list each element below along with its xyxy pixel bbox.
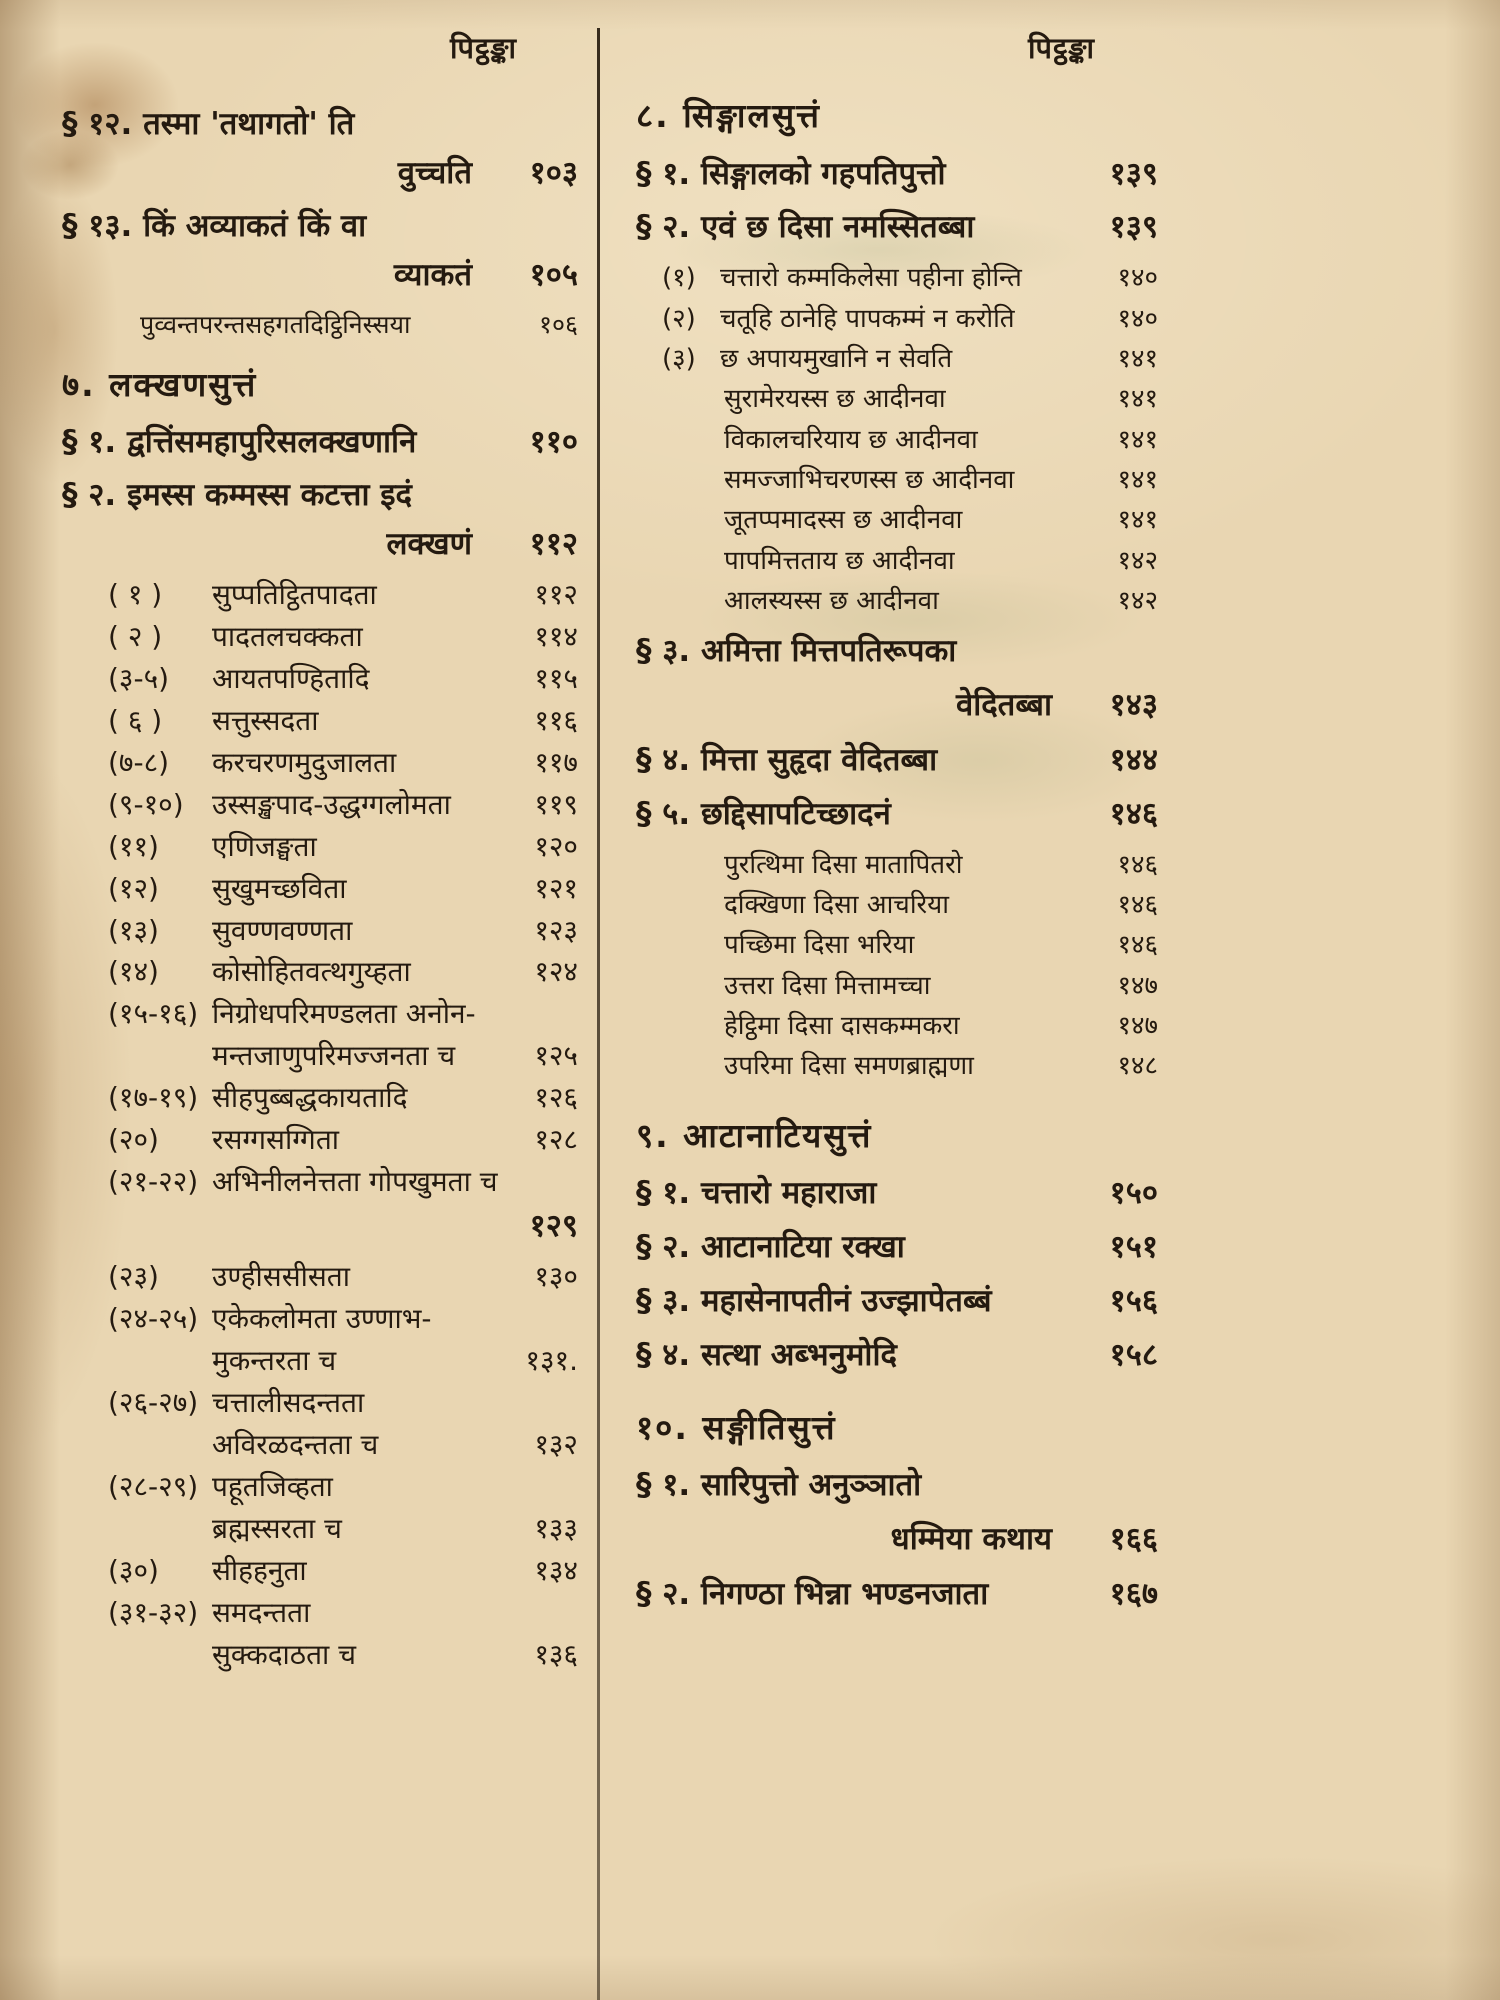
page-number: १६६ xyxy=(1109,1521,1158,1558)
sub-item xyxy=(636,969,1158,1003)
section-heading xyxy=(636,94,1158,138)
page-number: १३० xyxy=(534,1260,578,1294)
page-number: १३९ xyxy=(1109,155,1158,192)
entry-text: धम्मिया कथाय xyxy=(890,1521,1052,1558)
entry-text: उण्हीससीसता xyxy=(212,1260,351,1294)
entry-text: § १. चत्तारो महाराजा xyxy=(636,1175,877,1212)
section-entry xyxy=(636,1574,1158,1615)
continuation-line xyxy=(62,1206,578,1247)
list-item xyxy=(62,1469,578,1506)
item-number: (१) xyxy=(662,263,696,294)
item-number: (११) xyxy=(108,829,159,863)
entry-text: छ अपायमुखानि न सेवति xyxy=(720,343,953,374)
item-number: (१४) xyxy=(108,955,159,989)
list-item xyxy=(62,1385,578,1422)
page-number: १४७ xyxy=(1117,1011,1158,1042)
page-number: १२८ xyxy=(534,1123,578,1157)
page-number: १४६ xyxy=(1117,890,1158,921)
entry-text: सुवण्णवण्णता xyxy=(212,913,353,947)
entry-text: § ४. मित्ता सुहृदा वेदितब्बा xyxy=(636,741,938,778)
entry-text: § १२. तस्मा 'तथागतो' ति xyxy=(62,106,355,142)
item-number: (२८-२९) xyxy=(108,1469,199,1503)
page-number: १५१ xyxy=(1109,1229,1158,1266)
list-item xyxy=(62,787,578,824)
section-entry xyxy=(636,1465,1158,1506)
item-number: (२४-२५) xyxy=(108,1302,199,1336)
page-number: १३६ xyxy=(534,1637,578,1671)
entry-text: सुरामेरयस्स छ आदीनवा xyxy=(724,384,946,415)
page-number: १३१. xyxy=(525,1344,578,1377)
page-number: १२६ xyxy=(534,1081,578,1115)
page-number: १२९ xyxy=(529,1208,578,1245)
item-continuation xyxy=(62,1511,578,1548)
section-entry xyxy=(636,631,1158,672)
entry-text: § १. सारिपुत्तो अनुञ्ञातो xyxy=(636,1467,922,1504)
entry-text: व्याकतं xyxy=(393,256,472,293)
entry-text: सुक्कदाठता च xyxy=(212,1637,356,1671)
page-number: १३२ xyxy=(534,1427,578,1461)
entry-text: हेट्ठिमा दिसा दासकम्मकरा xyxy=(724,1011,960,1042)
entry-text: सत्तुस्सदता xyxy=(212,703,319,737)
entry-text: सुखुमच्छविता xyxy=(212,871,347,905)
page-number: ११० xyxy=(529,424,578,461)
section-entry xyxy=(62,422,578,463)
list-item xyxy=(62,1301,578,1338)
list-item xyxy=(62,913,578,950)
sub-item xyxy=(636,544,1158,578)
entry-text: अविरळदन्तता च xyxy=(212,1427,379,1461)
list-item xyxy=(62,1164,578,1201)
section-entry xyxy=(62,206,578,247)
list-item xyxy=(636,342,1158,376)
entry-text: अभिनीलनेत्तता गोपखुमता च xyxy=(212,1165,498,1199)
item-number: ( ६ ) xyxy=(108,703,163,737)
item-number: (१२) xyxy=(108,871,159,905)
entry-text: लक्खणं xyxy=(386,525,472,562)
sub-item xyxy=(636,463,1158,497)
page-number: १०६ xyxy=(538,309,578,339)
page-number: १४१ xyxy=(1117,505,1158,536)
entry-text: आलस्यस्स छ आदीनवा xyxy=(724,585,939,616)
list-item xyxy=(62,703,578,740)
list-item xyxy=(62,619,578,656)
entry-text: उपरिमा दिसा समणब्राह्मणा xyxy=(724,1051,974,1082)
sub-item xyxy=(636,382,1158,416)
list-item xyxy=(62,1080,578,1117)
entry-text: ब्रह्मस्सरता च xyxy=(212,1511,342,1545)
sub-item xyxy=(636,888,1158,922)
page-number: १३३ xyxy=(534,1511,578,1545)
section-entry xyxy=(636,207,1158,248)
list-item xyxy=(62,954,578,991)
page-number: १४६ xyxy=(1117,930,1158,961)
page-number: १४० xyxy=(1117,303,1158,334)
item-number: (२) xyxy=(662,303,696,334)
section-entry xyxy=(62,475,578,516)
continuation-line xyxy=(62,153,578,194)
entry-text: § २. इमस्स कम्मस्स कटत्ता इदं xyxy=(62,477,412,514)
section-entry xyxy=(636,1227,1158,1268)
entry-text: वुच्चति xyxy=(397,154,472,191)
page-number: १२५ xyxy=(534,1039,578,1073)
item-continuation xyxy=(62,1343,578,1380)
page-number: ११६ xyxy=(534,703,578,737)
entry-text: § ३. अमित्ता मित्तपतिरूपका xyxy=(636,633,957,670)
page-number: ११५ xyxy=(534,661,578,695)
item-number: (३०) xyxy=(108,1553,159,1587)
entry-text: समदन्तता xyxy=(212,1595,311,1629)
entry-text: सीहपुब्बद्धकायतादि xyxy=(212,1081,408,1115)
entry-text: ७. लक्खणसुत्तं xyxy=(62,364,258,404)
list-item xyxy=(62,1122,578,1159)
sub-item xyxy=(636,423,1158,457)
note-line xyxy=(62,308,578,341)
continuation-line xyxy=(636,1519,1158,1560)
list-item xyxy=(62,1595,578,1632)
page-number: १५६ xyxy=(1109,1283,1158,1320)
section-heading xyxy=(62,363,578,407)
page-number: १६७ xyxy=(1109,1576,1158,1613)
sub-item xyxy=(636,1009,1158,1043)
item-number: (३-५) xyxy=(108,661,170,695)
page-number: १२४ xyxy=(534,955,578,989)
entry-text: चतूहि ठानेहि पापकम्मं न करोति xyxy=(720,303,1015,334)
running-header-right: पिट्ठङ्का xyxy=(1028,31,1096,65)
entry-text: दक्खिणा दिसा आचरिया xyxy=(724,890,949,921)
section-entry xyxy=(636,740,1158,781)
page-number: १४१ xyxy=(1117,464,1158,495)
entry-text: १०. सङ्गीतिसुत्तं xyxy=(636,1407,837,1447)
continuation-line xyxy=(636,685,1158,726)
page-number: १३९ xyxy=(1109,209,1158,246)
page-number: ११७ xyxy=(534,745,578,779)
sub-item xyxy=(636,1049,1158,1083)
entry-text: § २. एवं छ दिसा नमस्सितब्बा xyxy=(636,209,975,246)
list-item xyxy=(62,661,578,698)
entry-text: पहूतजिव्हता xyxy=(212,1469,333,1503)
page-number: १३४ xyxy=(534,1553,578,1587)
running-header-left: पिट्ठङ्का xyxy=(450,31,518,65)
entry-text: पुरत्थिमा दिसा मातापितरो xyxy=(724,849,963,880)
entry-text: आयतपण्हितादि xyxy=(212,661,370,695)
sub-item xyxy=(636,584,1158,618)
entry-text: रसग्गसग्गिता xyxy=(212,1123,340,1157)
entry-text: चत्तालीसदन्तता xyxy=(212,1385,365,1419)
entry-text: पुव्वन्तपरन्तसहगतदिट्ठिनिस्सया xyxy=(140,309,411,339)
section-entry xyxy=(636,1173,1158,1214)
entry-text: ८. सिङ्गालसुत्तं xyxy=(636,96,821,135)
entry-text: पादतलचक्कता xyxy=(212,619,363,653)
list-item xyxy=(62,745,578,782)
page-number: १४२ xyxy=(1117,585,1158,616)
entry-text: § १. सिङ्गालको गहपतिपुत्तो xyxy=(636,155,946,192)
list-item xyxy=(636,302,1158,336)
section-entry xyxy=(636,1281,1158,1322)
entry-text: जूतप्पमादस्स छ आदीनवा xyxy=(724,505,963,536)
entry-text: मन्तजाणुपरिमज्जनता च xyxy=(212,1039,456,1073)
list-item xyxy=(62,1553,578,1590)
item-number: ( १ ) xyxy=(108,577,163,611)
page-number: १४८ xyxy=(1117,1051,1158,1082)
list-item xyxy=(62,871,578,908)
list-item xyxy=(62,1259,578,1296)
item-number: (३१-३२) xyxy=(108,1595,199,1629)
item-number: (२६-२७) xyxy=(108,1385,199,1419)
entry-text: समज्जाभिचरणस्स छ आदीनवा xyxy=(724,464,1015,495)
item-number: (७-८) xyxy=(108,745,170,779)
toc-column-left xyxy=(62,92,578,1679)
section-entry xyxy=(62,104,578,145)
page-number: १४६ xyxy=(1109,795,1158,832)
page-number: १४४ xyxy=(1109,741,1158,778)
entry-text: § २. आटानाटिया रक्खा xyxy=(636,1229,905,1266)
entry-text: चत्तारो कम्मकिलेसा पहीना होन्ति xyxy=(720,263,1022,294)
page-number: १४१ xyxy=(1117,384,1158,415)
page-number: १५८ xyxy=(1109,1336,1158,1373)
item-number: (१५-१६) xyxy=(108,997,199,1031)
item-number: (२३) xyxy=(108,1260,159,1294)
entry-text: उत्तरा दिसा मित्तामच्चा xyxy=(724,970,931,1001)
page-number: १०५ xyxy=(529,256,578,293)
page-number: १५० xyxy=(1109,1175,1158,1212)
entry-text: उस्सङ्खपाद-उद्धग्गलोमता xyxy=(212,787,451,821)
sub-item xyxy=(636,848,1158,882)
entry-text: मुकन्तरता च xyxy=(212,1344,337,1377)
page-number: १२० xyxy=(534,829,578,863)
item-continuation xyxy=(62,1637,578,1674)
entry-text: § ३. महासेनापतीनं उज्झापेतब्बं xyxy=(636,1283,992,1320)
continuation-line xyxy=(62,255,578,296)
page-number: ११२ xyxy=(534,577,578,611)
entry-text: वेदितब्बा xyxy=(955,687,1052,724)
item-number: (१७-१९) xyxy=(108,1081,199,1115)
entry-text: कोसोहितवत्थगुय्हता xyxy=(212,955,411,989)
entry-text: § ४. सत्था अब्भनुमोदि xyxy=(636,1336,897,1373)
entry-text: ९. आटानाटियसुत्तं xyxy=(636,1115,873,1155)
entry-text: निग्रोधपरिमण्डलता अनोन- xyxy=(212,997,476,1031)
column-divider-rule xyxy=(597,28,600,2000)
entry-text: एकेकलोमता उण्णाभ- xyxy=(212,1302,432,1336)
entry-text: § ५. छद्दिसापटिच्छादनं xyxy=(636,795,891,832)
item-number: (९-१०) xyxy=(108,787,184,821)
page-number: ११९ xyxy=(534,787,578,821)
entry-text: एणिजङ्घता xyxy=(212,829,317,863)
page-number: ११२ xyxy=(529,525,578,562)
item-number: (१३) xyxy=(108,913,159,947)
entry-text: पच्छिमा दिसा भरिया xyxy=(724,930,915,961)
page-number: ११४ xyxy=(534,619,578,653)
page-number: १४६ xyxy=(1117,849,1158,880)
page-number: १४७ xyxy=(1117,970,1158,1001)
list-item xyxy=(636,261,1158,295)
item-number: (२०) xyxy=(108,1123,159,1157)
section-entry xyxy=(636,794,1158,835)
entry-text: § २. निगण्ठा भिन्ना भण्डनजाता xyxy=(636,1576,989,1613)
page-number: १४१ xyxy=(1117,343,1158,374)
entry-text: सीहहनुता xyxy=(212,1553,307,1587)
entry-text: सुप्पतिट्ठितपादता xyxy=(212,577,377,611)
item-continuation xyxy=(62,1427,578,1464)
page-number: १४० xyxy=(1117,263,1158,294)
continuation-line xyxy=(62,524,578,565)
page-number: १२१ xyxy=(534,871,578,905)
item-number: (३) xyxy=(662,343,696,374)
page-number: १२३ xyxy=(534,913,578,947)
section-entry xyxy=(636,1335,1158,1376)
toc-column-right xyxy=(636,64,1158,1628)
section-entry xyxy=(636,154,1158,195)
section-heading xyxy=(636,1114,1158,1158)
page-number: १०३ xyxy=(529,154,578,191)
entry-text: करचरणमुदुजालता xyxy=(212,745,397,779)
entry-text: § १३. किं अव्याकतं किं वा xyxy=(62,207,367,244)
entry-text: § १. द्वत्तिंसमहापुरिसलक्खणानि xyxy=(62,424,417,461)
item-number: ( २ ) xyxy=(108,619,163,653)
list-item xyxy=(62,577,578,614)
sub-item xyxy=(636,503,1158,537)
entry-text: विकालचरियाय छ आदीनवा xyxy=(724,424,978,455)
section-heading xyxy=(636,1406,1158,1450)
page-number: १४३ xyxy=(1109,687,1158,724)
page-number: १४२ xyxy=(1117,545,1158,576)
sub-item xyxy=(636,928,1158,962)
list-item xyxy=(62,996,578,1033)
item-number: (२१-२२) xyxy=(108,1165,199,1199)
list-item xyxy=(62,829,578,866)
entry-text: पापमित्तताय छ आदीनवा xyxy=(724,545,955,576)
page-number: १४१ xyxy=(1117,424,1158,455)
item-continuation xyxy=(62,1038,578,1075)
